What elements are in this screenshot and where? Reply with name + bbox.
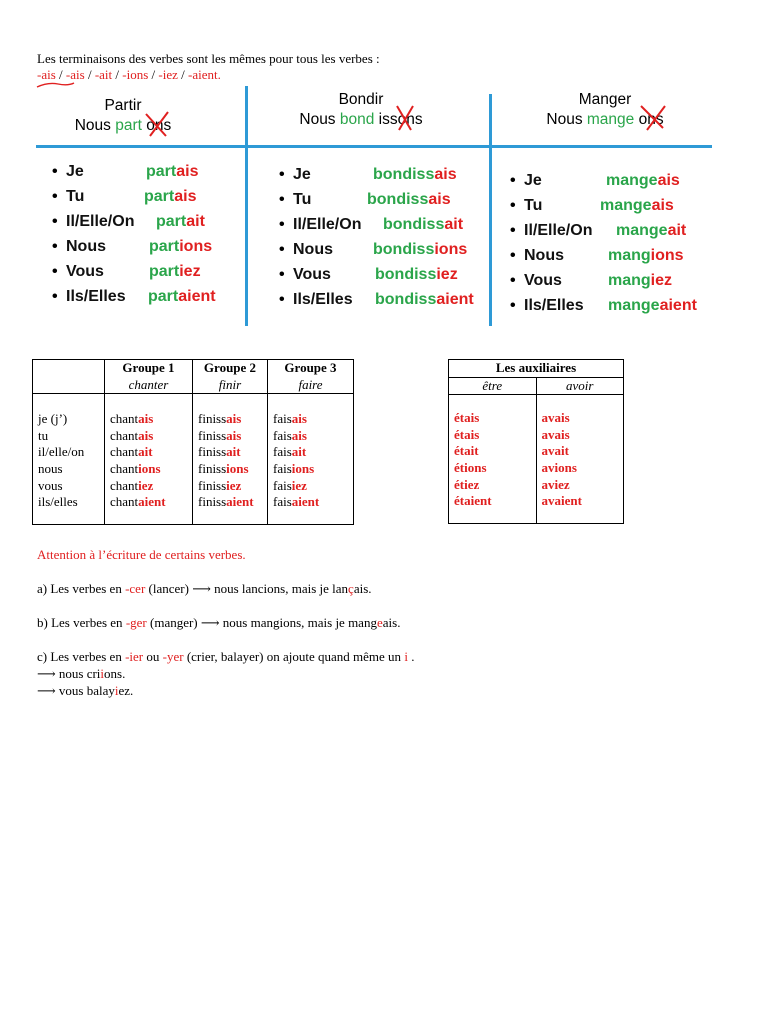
struck-ending [379, 110, 423, 130]
conj-form [110, 428, 187, 445]
pronoun: Il/Elle/On [524, 222, 593, 239]
column-header-manger [525, 90, 685, 130]
ending: ais [651, 197, 674, 214]
group-title: Groupe 1 [122, 360, 175, 375]
stem: finiss [198, 427, 227, 443]
aux-form: étais [454, 410, 480, 426]
intro-text [37, 51, 380, 83]
aux-form: avais [541, 426, 570, 442]
pronoun: Nous [524, 247, 564, 264]
ending: ais [226, 427, 242, 443]
pronoun: Vous [524, 272, 562, 289]
conj-row: • Vous partiez [52, 263, 201, 280]
conj-row: • Ils/Elles partaient [52, 288, 216, 305]
ending: iez [226, 477, 242, 493]
pronoun: Nous [66, 238, 106, 255]
stem: fais [273, 411, 292, 427]
ending: aient [226, 494, 254, 510]
aux-form: étaient [454, 493, 492, 509]
separator: / [112, 67, 123, 82]
aux-title: Les auxiliaires [449, 360, 624, 378]
conj-form [110, 478, 187, 495]
stem: part [144, 188, 175, 205]
stem: finiss [198, 477, 227, 493]
ending: ions [226, 460, 249, 476]
ending: ions [434, 241, 468, 258]
stem: part [148, 288, 179, 305]
conjugation-list-manger [510, 172, 718, 322]
highlight: i [404, 649, 408, 664]
stem: bondiss [383, 216, 445, 233]
group-verb: faire [298, 376, 323, 392]
endings-line [37, 67, 380, 83]
conj-form [110, 494, 187, 511]
conj-row: • Je bondissais [279, 166, 457, 183]
vertical-rule [245, 86, 248, 326]
ending: ions [179, 238, 213, 255]
ending: -ions [122, 67, 149, 82]
conj-form [198, 411, 262, 428]
conj-row: • Ils/Elles bondissaient [279, 291, 474, 308]
ending: ait [138, 444, 153, 460]
nous-prefix: Nous [299, 111, 340, 128]
struck-text: ons [146, 117, 172, 134]
ending: -ait [94, 67, 113, 82]
aux-form: avait [541, 443, 569, 459]
conj-form [198, 478, 262, 495]
stem: fais [273, 477, 292, 493]
aux-header-etre: être [449, 377, 537, 395]
stem: mang [608, 272, 651, 289]
conj-form [110, 411, 187, 428]
pronoun: Il/Elle/On [66, 213, 135, 230]
highlight: e [376, 615, 383, 630]
pronoun: Ils/Elles [524, 297, 584, 314]
column-header-bondir [276, 90, 446, 130]
ending: ait [667, 222, 687, 239]
stem: mange [606, 172, 658, 189]
suffix: -yer [162, 649, 184, 664]
nous-stem: bond [339, 111, 375, 128]
conj-row: • Ils/Elles mangeaient [510, 297, 697, 314]
struck-text: ons [638, 111, 664, 128]
conj-row: • Il/Elle/On bondissait [279, 216, 464, 233]
header-cell [193, 360, 268, 394]
note-b: b) Les verbes en -ger (manger) ⟶ nous mangions, mais je mangeais. [37, 615, 401, 630]
note-a: a) Les verbes en -cer (lancer) ⟶ nous lancions, mais je lançais. [37, 581, 372, 596]
stem: fais [273, 444, 292, 460]
conj-form [273, 478, 348, 495]
pronoun: Je [66, 163, 84, 180]
ending: ait [444, 216, 464, 233]
pronoun: Vous [293, 266, 331, 283]
ending: ions [291, 460, 315, 476]
ending: ais [176, 163, 199, 180]
stem: part [149, 238, 180, 255]
ending: aient [178, 288, 216, 305]
pronoun: Ils/Elles [293, 291, 353, 308]
struck-ending [146, 116, 171, 136]
stem: finiss [198, 460, 227, 476]
ending: ait [291, 444, 307, 460]
pronoun: tu [38, 427, 49, 443]
conj-row: • Je mangeais [510, 172, 680, 189]
ending: iez [179, 263, 201, 280]
ending: ait [186, 213, 205, 230]
verb-title: Partir [104, 97, 142, 114]
stem: mange [600, 197, 652, 214]
aux-form: avais [541, 410, 570, 426]
group-title: Groupe 3 [284, 360, 337, 375]
table-header-row [449, 377, 624, 395]
conj-form [273, 428, 348, 445]
stem: chant [110, 427, 139, 443]
conjugation-poster [28, 84, 718, 330]
conj-row: • Tu mangeais [510, 197, 674, 214]
note-c: c) Les verbes en -ier ou -yer (crier, balayer) on ajoute quand même un i . [37, 649, 415, 664]
pronoun: Ils/Elles [66, 288, 126, 305]
conj-row: • Tu partais [52, 188, 197, 205]
aux-form: était [454, 443, 479, 459]
ending: ais [291, 427, 307, 443]
nous-prefix: Nous [74, 117, 116, 134]
aux-form: étais [454, 426, 480, 442]
conj-row: • Nous bondissions [279, 241, 468, 258]
stem: chant [110, 460, 139, 476]
pronoun: Je [524, 172, 542, 189]
header-cell [268, 360, 354, 394]
conj-form [198, 428, 262, 445]
highlight: i [114, 683, 119, 698]
struck-text: issons [378, 111, 423, 128]
stem: mang [608, 247, 651, 264]
ending: ais [138, 427, 154, 443]
pronoun: Nous [293, 241, 333, 258]
ending: iez [650, 272, 673, 289]
ending: ais [226, 411, 242, 427]
ending: iez [291, 477, 307, 493]
ending: ait [226, 444, 241, 460]
ending: -iez [158, 67, 178, 82]
pronoun: Tu [66, 188, 85, 205]
conj-form [198, 461, 262, 478]
struck-ending [639, 110, 664, 130]
highlight: ç [348, 581, 354, 596]
pronoun: vous [38, 477, 63, 493]
ending: ions [138, 460, 161, 476]
pronoun: Il/Elle/On [293, 216, 362, 233]
ending: aient [659, 297, 697, 314]
auxiliaries-table [448, 359, 624, 524]
column-header-partir [48, 96, 198, 136]
stem: mange [616, 222, 668, 239]
separator: / [148, 67, 159, 82]
cross-out-icon [377, 106, 407, 132]
nous-stem: part [115, 117, 142, 134]
ending: ais [174, 188, 197, 205]
horizontal-rule [36, 145, 712, 148]
table-body-row [449, 395, 624, 524]
stem: fais [273, 494, 292, 510]
conj-cell-group2 [193, 394, 268, 525]
stem: fais [273, 427, 292, 443]
conj-row: • Nous partions [52, 238, 213, 255]
stem: part [146, 163, 177, 180]
conj-row: • Tu bondissais [279, 191, 451, 208]
example-balayer: ⟶ vous balayiez. [37, 683, 134, 698]
stem: chant [110, 494, 139, 510]
stem: finiss [198, 494, 227, 510]
empty-cell [33, 360, 105, 394]
stem: bondiss [373, 241, 435, 258]
verb-groups-table [32, 359, 354, 525]
ending: -aient. [188, 67, 221, 82]
stem: part [149, 263, 180, 280]
stem: bondiss [375, 291, 437, 308]
ending: -ais [65, 67, 85, 82]
verb-title: Bondir [338, 91, 384, 108]
ending: aient [436, 291, 474, 308]
ending: ais [291, 411, 307, 427]
stem: finiss [198, 444, 227, 460]
conj-cell-group3 [268, 394, 354, 525]
vertical-rule [489, 94, 492, 326]
ending: ais [657, 172, 680, 189]
conj-form [273, 461, 348, 478]
pronoun: Tu [524, 197, 543, 214]
conj-form [110, 461, 187, 478]
conjugation-list-bondir [279, 166, 489, 316]
conj-form [273, 411, 348, 428]
aux-form: aviez [541, 476, 570, 492]
stem: bondiss [375, 266, 437, 283]
stem: fais [273, 460, 292, 476]
stem: part [156, 213, 187, 230]
header-cell [105, 360, 193, 394]
aux-form: étions [454, 459, 487, 475]
aux-cell-etre [449, 395, 537, 524]
stem: finiss [198, 411, 227, 427]
ending: -ais [37, 67, 56, 82]
aux-form: étiez [454, 476, 480, 492]
aux-form: avaient [541, 493, 582, 509]
cross-out-icon [144, 112, 170, 138]
attention-heading: Attention à l’écriture de certains verbes. [37, 547, 246, 562]
ending: ais [138, 411, 154, 427]
pronoun: nous [38, 460, 63, 476]
stem: chant [110, 411, 139, 427]
group-verb: chanter [128, 376, 169, 392]
spelling-notes [37, 546, 414, 699]
aux-header-avoir: avoir [536, 377, 624, 395]
conj-row: • Il/Elle/On partait [52, 213, 205, 230]
verb-title: Manger [578, 91, 632, 108]
ending: ais [434, 166, 457, 183]
nous-prefix: Nous [546, 111, 587, 128]
ending: aient [138, 494, 166, 510]
pronoun: Je [293, 166, 311, 183]
pronoun-cell [33, 394, 105, 525]
nous-stem: mange [586, 111, 635, 128]
conjugation-list-partir [52, 163, 242, 313]
table-title-row [449, 360, 624, 378]
stem: bondiss [367, 191, 429, 208]
stem: bondiss [373, 166, 435, 183]
separator: / [177, 67, 188, 82]
conj-form [273, 494, 348, 511]
conj-cell-group1 [105, 394, 193, 525]
pronoun: je (j’) [38, 411, 68, 427]
ending: aient [291, 494, 320, 510]
pronoun: Tu [293, 191, 312, 208]
table-body-row [33, 394, 354, 525]
cross-out-icon [637, 106, 665, 132]
separator: / [55, 67, 66, 82]
group-title: Groupe 2 [203, 360, 257, 375]
conj-row: • Vous bondissiez [279, 266, 458, 283]
pronoun: il/elle/on [38, 444, 85, 460]
suffix: -ger [125, 615, 147, 630]
conj-form [273, 444, 348, 461]
pronoun: ils/elles [38, 494, 78, 510]
example-crier: ⟶ nous criions. [37, 666, 126, 681]
conj-form [198, 494, 262, 511]
ending: ions [650, 247, 684, 264]
conj-row: • Nous mangions [510, 247, 684, 264]
ending: ais [428, 191, 451, 208]
table-header-row [33, 360, 354, 394]
suffix: -cer [125, 581, 146, 596]
separator: / [84, 67, 95, 82]
aux-cell-avoir [536, 395, 624, 524]
ending: iez [436, 266, 458, 283]
group-verb: finir [218, 376, 242, 392]
conj-form [198, 444, 262, 461]
stem: mange [608, 297, 660, 314]
conj-row: • Il/Elle/On mangeait [510, 222, 687, 239]
conj-row: • Je partais [52, 163, 199, 180]
stem: chant [110, 477, 139, 493]
intro-line: Les terminaisons des verbes sont les mêmes pour tous les verbes : [37, 51, 380, 66]
conj-form [110, 444, 187, 461]
suffix: -ier [125, 649, 144, 664]
highlight: i [100, 666, 105, 681]
conj-row: • Vous mangiez [510, 272, 673, 289]
aux-form: avions [541, 459, 577, 475]
ending: iez [138, 477, 154, 493]
pronoun: Vous [66, 263, 104, 280]
stem: chant [110, 444, 139, 460]
